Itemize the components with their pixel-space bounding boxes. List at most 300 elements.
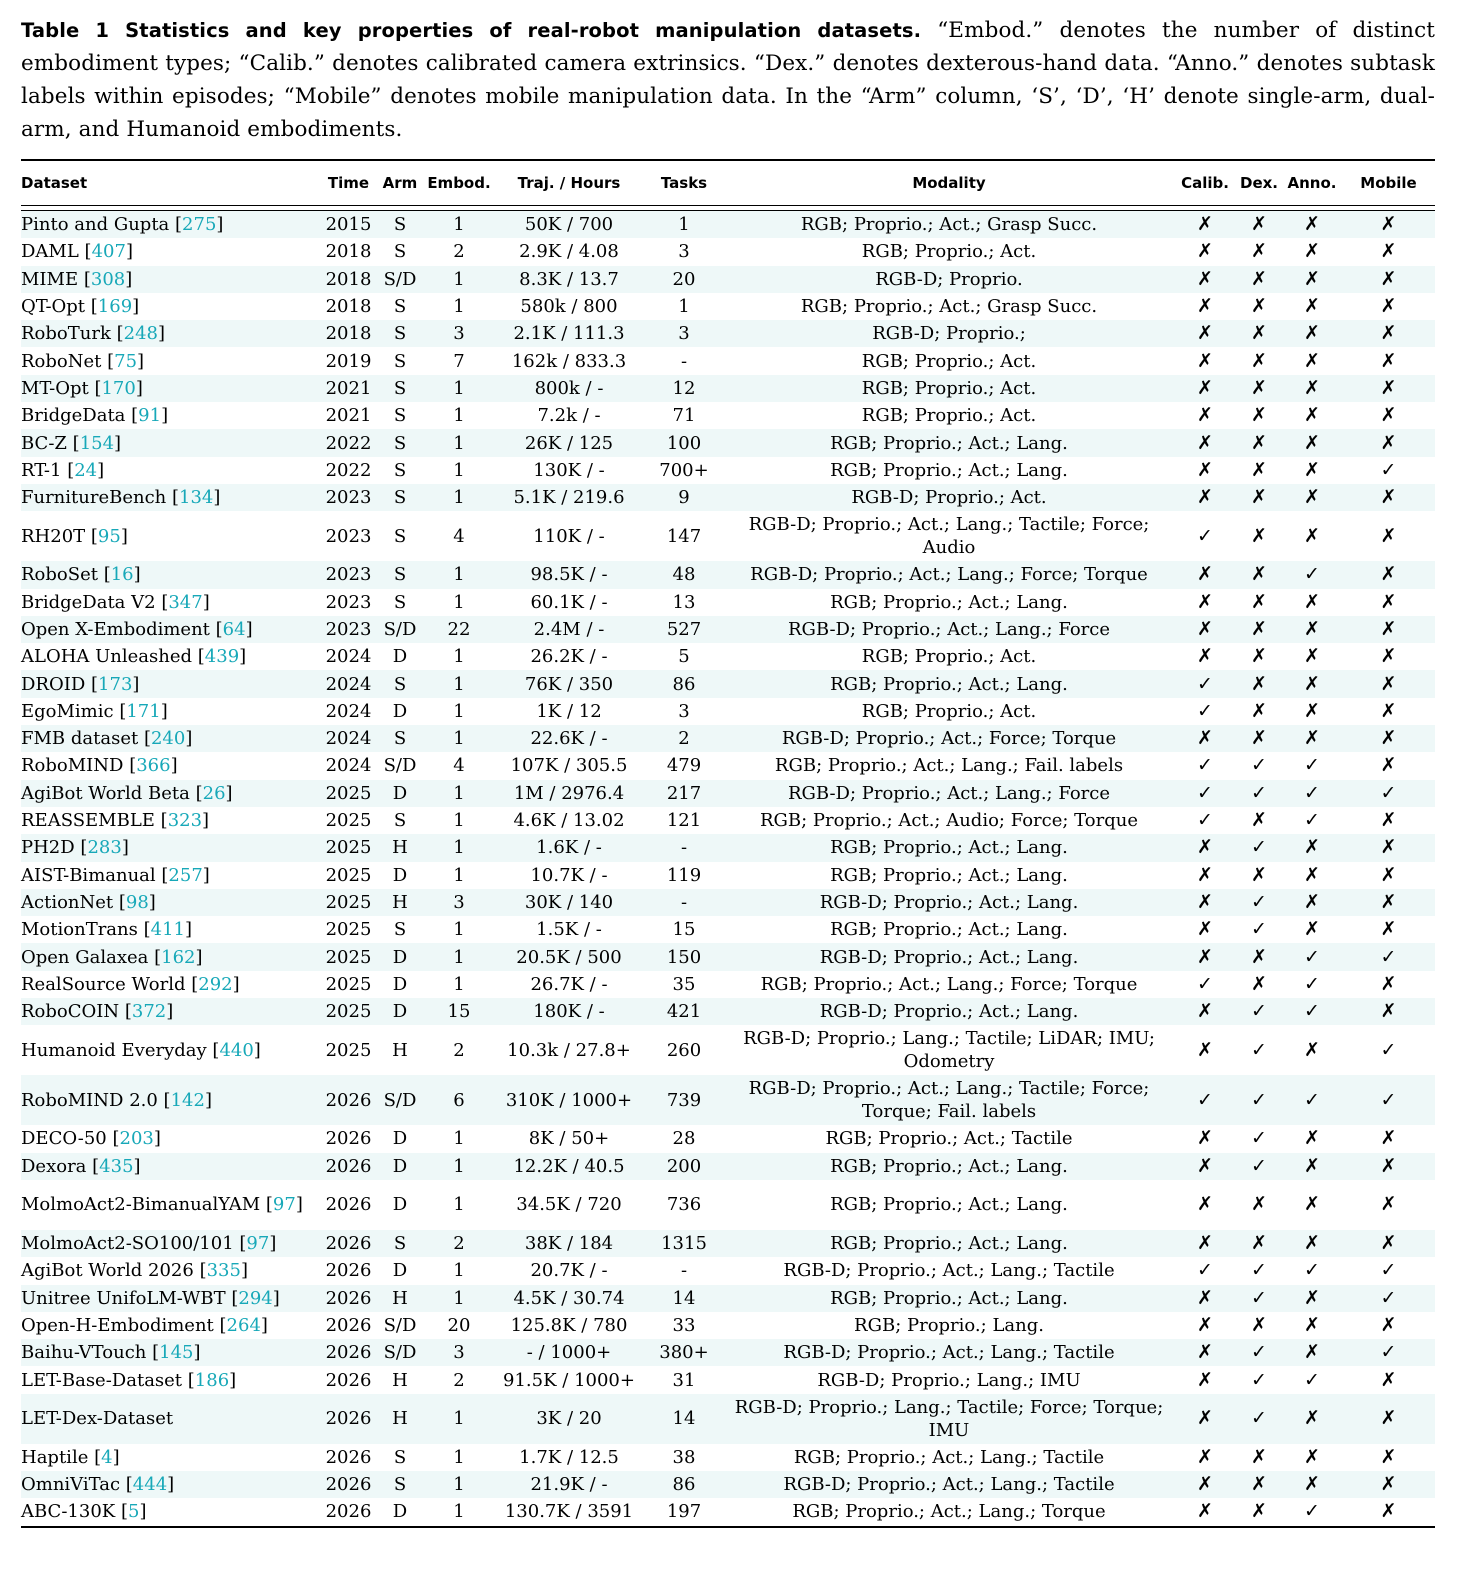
check-icon: ✓ [1197, 699, 1213, 722]
cell-dataset [21, 589, 321, 616]
cell-time: 2025 [325, 973, 372, 995]
header-arm: Arm [376, 160, 424, 206]
cell-tasks: 1 [644, 211, 724, 239]
dataset-name: RoboMIND 2.0 [21, 1089, 164, 1111]
dataset-name: Open Galaxea [21, 946, 155, 968]
citation-link[interactable]: 294 [238, 1287, 273, 1309]
cross-icon: ✗ [1174, 1339, 1236, 1366]
cell-traj: 26.2K / - [530, 646, 608, 668]
cell-embod: 1 [453, 919, 465, 941]
cross-icon: ✗ [1236, 1498, 1282, 1526]
cross-icon: ✗ [1282, 1394, 1342, 1444]
cross-icon: ✗ [1282, 1339, 1342, 1366]
cell-modality: RGB; Proprio.; Act.; Lang. [724, 670, 1174, 697]
citation-link[interactable]: 16 [110, 564, 134, 586]
cross-icon: ✗ [1342, 561, 1435, 588]
cell-arm: H [376, 834, 424, 861]
cell-modality: RGB-D; Proprio.; Lang.; Tactile; Force; Torque; IMU [724, 1394, 1174, 1444]
citation-link[interactable]: 366 [136, 755, 171, 777]
cell-tasks: 14 [644, 1285, 724, 1312]
header-time: Time [321, 160, 376, 206]
citation-bracket: [ [143, 919, 151, 941]
table-row [21, 1394, 1435, 1444]
citation-bracket: [ [72, 432, 80, 454]
table-row [21, 320, 1435, 347]
citation-link[interactable]: 440 [219, 1039, 254, 1061]
cell-dataset [21, 834, 321, 861]
dataset-name: OmniViTac [21, 1474, 126, 1496]
cell-modality: RGB-D; Proprio.; Act.; Lang. [724, 998, 1174, 1025]
cell-traj: 1.7K / 12.5 [519, 1446, 619, 1468]
cell-traj: 20.7K / - [530, 1260, 608, 1282]
cell-tasks: 33 [672, 1314, 696, 1336]
cell-modality: RGB-D; Proprio.; Act.; Lang.; Force [724, 780, 1174, 807]
citation-link[interactable]: 142 [170, 1089, 205, 1111]
table-row [21, 375, 1435, 402]
cell-modality: RGB; Proprio.; Act.; Lang.; Force; Torque [760, 973, 1138, 995]
cell-traj: 1.5K / - [536, 919, 602, 941]
check-icon: ✓ [1197, 809, 1213, 832]
cell-arm: S [393, 296, 407, 318]
cross-icon: ✗ [1236, 561, 1282, 588]
cell-embod: 1 [453, 864, 465, 886]
cell-traj: 20.5K / 500 [494, 943, 644, 970]
citation-link[interactable]: 439 [204, 646, 240, 668]
cell-embod: 1 [424, 1394, 494, 1444]
cell-dataset [21, 1285, 321, 1312]
citation-bracket: ] [112, 1446, 120, 1468]
cell-tasks: 479 [666, 755, 702, 777]
cell-dataset [21, 862, 321, 889]
citation-link[interactable]: 292 [198, 973, 233, 995]
cross-icon: ✗ [1282, 1471, 1342, 1498]
cross-icon: ✗ [1236, 375, 1282, 402]
cell-time: 2026 [325, 1260, 372, 1282]
table-row [21, 293, 1435, 320]
cross-icon: ✗ [1197, 1127, 1213, 1150]
citation-link[interactable]: 24 [74, 459, 98, 481]
cell-dataset [21, 1366, 321, 1393]
citation-link[interactable]: 170 [101, 377, 136, 399]
citation-link[interactable]: 173 [98, 673, 133, 695]
cross-icon: ✗ [1174, 998, 1236, 1025]
cell-tasks: 20 [644, 266, 724, 293]
cell-embod: 2 [453, 241, 465, 263]
citation-link[interactable]: 308 [90, 268, 126, 290]
cell-embod: 22 [424, 616, 494, 643]
check-icon: ✓ [1342, 780, 1435, 807]
cross-icon: ✗ [1342, 834, 1435, 861]
check-icon: ✓ [1251, 918, 1267, 941]
cell-arm: D [392, 646, 408, 668]
citation-bracket: [ [152, 1342, 160, 1364]
cell-arm: S [393, 810, 407, 832]
dataset-name: RT-1 [21, 459, 68, 481]
cell-time: 2024 [325, 700, 372, 722]
cell-traj: 8.3K / 13.7 [494, 266, 644, 293]
cell-arm: S [393, 405, 407, 427]
citation-link[interactable]: 407 [91, 241, 126, 263]
cross-icon: ✗ [1304, 1127, 1320, 1150]
cross-icon: ✗ [1282, 320, 1342, 347]
cross-icon: ✗ [1251, 1313, 1267, 1336]
cell-time: 2018 [321, 320, 376, 347]
dataset-name: FurnitureBench [21, 487, 172, 509]
citation-link[interactable]: 154 [79, 432, 115, 454]
citation-link[interactable]: 347 [168, 591, 203, 613]
check-icon: ✓ [1282, 1498, 1342, 1526]
citation-bracket: [ [163, 1089, 171, 1111]
citation-link[interactable]: 435 [99, 1155, 134, 1177]
cell-embod: 7 [453, 350, 465, 372]
cell-traj: 130K / - [533, 459, 605, 481]
cell-embod: 1 [424, 670, 494, 697]
cross-icon: ✗ [1342, 889, 1435, 916]
citation-bracket: ] [125, 268, 133, 290]
cell-embod: 1 [424, 943, 494, 970]
cross-icon: ✗ [1342, 320, 1435, 347]
dataset-name: RoboSet [21, 564, 104, 586]
citation-link[interactable]: 372 [131, 1001, 167, 1023]
citation-bracket: ] [120, 525, 128, 547]
cell-embod: 1 [453, 405, 465, 427]
check-icon: ✓ [1236, 1339, 1282, 1366]
cell-modality: RGB-D; Proprio.; Act.; Lang.; Force [724, 616, 1174, 643]
cell-time: 2022 [325, 459, 372, 481]
header-calib: Calib. [1174, 160, 1236, 206]
citation-link[interactable]: 323 [167, 810, 203, 832]
table-row [21, 725, 1435, 752]
citation-link[interactable]: 4 [101, 1446, 113, 1468]
cross-icon: ✗ [1174, 725, 1236, 752]
citation-bracket: ] [167, 1474, 175, 1496]
cell-embod: 1 [453, 810, 465, 832]
citation-bracket: ] [253, 1039, 261, 1061]
cell-traj: 5.1K / 219.6 [494, 484, 644, 511]
cross-icon: ✗ [1197, 645, 1213, 668]
cell-traj: 2.1K / 111.3 [494, 320, 644, 347]
cell-modality: RGB-D; Proprio.; Act.; Lang.; Force; Torque [724, 561, 1174, 588]
cell-tasks: 86 [644, 1471, 724, 1498]
cross-icon: ✗ [1174, 429, 1236, 456]
cell-arm: D [392, 973, 408, 995]
citation-link[interactable]: 257 [168, 864, 203, 886]
check-icon: ✓ [1251, 1038, 1267, 1061]
cell-traj: 98.5K / - [494, 561, 644, 588]
cell-modality: RGB-D; Proprio.; Act.; Lang.; Tactile; Force; Torque; Fail. labels [724, 1075, 1174, 1125]
cross-icon: ✗ [1380, 1368, 1397, 1391]
cross-icon: ✗ [1174, 484, 1236, 511]
dataset-name: MT-Opt [21, 377, 95, 399]
cross-icon: ✗ [1342, 1471, 1435, 1498]
cell-time: 2026 [321, 1285, 376, 1312]
cross-icon: ✗ [1236, 1230, 1282, 1257]
cross-icon: ✗ [1342, 211, 1435, 239]
citation-bracket: ] [132, 673, 140, 695]
table-row [21, 1230, 1435, 1257]
cell-arm: S [376, 484, 424, 511]
dataset-name: RoboTurk [21, 323, 117, 345]
citation-link[interactable]: 145 [159, 1342, 194, 1364]
cell-dataset [21, 752, 321, 779]
cell-modality: RGB-D; Proprio.; Act.; Lang.; Tactile; Force; Audio [748, 514, 1150, 559]
cell-tasks: 217 [644, 780, 724, 807]
cell-arm: H [392, 1039, 408, 1061]
cell-traj: 76K / 350 [494, 670, 644, 697]
cell-arm: H [376, 1285, 424, 1312]
cross-icon: ✗ [1304, 1038, 1320, 1061]
cell-time: 2026 [325, 1369, 372, 1391]
cell-time: 2026 [321, 1153, 376, 1180]
citation-link[interactable]: 283 [87, 837, 122, 859]
dataset-name: FMB dataset [21, 728, 144, 750]
cell-traj: 12.2K / 40.5 [494, 1153, 644, 1180]
dataset-name: AgiBot World Beta [21, 782, 196, 804]
citation-bracket: ] [225, 782, 233, 804]
cross-icon: ✗ [1174, 266, 1236, 293]
cell-embod: 1 [424, 1471, 494, 1498]
citation-bracket: ] [170, 755, 178, 777]
cell-time: 2025 [325, 864, 372, 886]
cross-icon: ✗ [1251, 645, 1267, 668]
check-icon: ✓ [1342, 1075, 1435, 1125]
dataset-name: AIST-Bimanual [21, 864, 162, 886]
cell-arm: H [376, 889, 424, 916]
citation-bracket: [ [160, 810, 168, 832]
cross-icon: ✗ [1380, 1445, 1397, 1468]
header-anno: Anno. [1282, 160, 1342, 206]
cell-embod: 3 [424, 320, 494, 347]
cell-dataset [21, 725, 321, 752]
cross-icon: ✗ [1251, 404, 1267, 427]
cell-arm: S [393, 1446, 407, 1468]
dataset-name: DAML [21, 241, 85, 263]
citation-bracket: ] [202, 864, 210, 886]
cell-time: 2024 [321, 670, 376, 697]
cross-icon: ✗ [1251, 863, 1267, 886]
cell-dataset [21, 643, 321, 670]
cell-traj: 4.5K / 30.74 [494, 1285, 644, 1312]
cell-tasks: 736 [666, 1194, 702, 1216]
cell-traj: 180K / - [494, 998, 644, 1025]
table-row [21, 1366, 1435, 1393]
cell-traj: 130.7K / 3591 [494, 1498, 644, 1526]
dataset-name: BridgeData V2 [21, 591, 162, 613]
dataset-name: DECO-50 [21, 1128, 113, 1150]
cross-icon: ✗ [1251, 1445, 1267, 1468]
table-caption-label: Table 1 Statistics and key properties of real-robot manipulation datasets. [21, 19, 922, 42]
citation-link[interactable]: 162 [161, 946, 196, 968]
citation-bracket: ] [195, 946, 203, 968]
citation-bracket: ] [202, 591, 210, 613]
table-row [21, 943, 1435, 970]
citation-link[interactable]: 134 [179, 487, 214, 509]
citation-link[interactable]: 97 [246, 1233, 270, 1255]
citation-link[interactable]: 248 [123, 323, 158, 345]
cell-arm: H [376, 1394, 424, 1444]
cell-dataset [21, 320, 321, 347]
cell-tasks: 38 [672, 1446, 696, 1468]
cell-tasks: 15 [672, 919, 696, 941]
cell-time: 2023 [321, 484, 376, 511]
cross-icon: ✗ [1380, 918, 1397, 941]
cross-icon: ✗ [1236, 725, 1282, 752]
cross-icon: ✗ [1174, 1498, 1236, 1526]
cross-icon: ✗ [1304, 645, 1320, 668]
cross-icon: ✗ [1282, 725, 1342, 752]
cell-time: 2018 [325, 296, 372, 318]
cell-arm: D [392, 1260, 408, 1282]
check-icon: ✓ [1380, 1259, 1397, 1282]
cell-tasks: 200 [644, 1153, 724, 1180]
dataset-name: LET-Base-Dataset [21, 1369, 188, 1391]
citation-link[interactable]: 5 [127, 1501, 140, 1523]
citation-bracket: ] [184, 919, 193, 941]
dataset-name: Pinto and Gupta [21, 214, 176, 236]
citation-bracket: ] [260, 1314, 268, 1336]
citation-link[interactable]: 26 [202, 782, 226, 804]
citation-bracket: ] [295, 1194, 303, 1216]
cross-icon: ✗ [1304, 458, 1320, 481]
cell-arm: D [376, 780, 424, 807]
table-row [21, 511, 1435, 561]
citation-link[interactable]: 169 [97, 296, 133, 318]
cell-time: 2026 [321, 1339, 376, 1366]
cell-time: 2026 [321, 1075, 376, 1125]
cell-time: 2015 [321, 211, 376, 239]
cell-tasks: 31 [672, 1369, 696, 1391]
cross-icon: ✗ [1380, 754, 1397, 777]
check-icon: ✓ [1380, 458, 1397, 481]
table-row [21, 238, 1435, 265]
cell-embod: 1 [453, 1128, 465, 1150]
cell-embod: 20 [447, 1314, 471, 1336]
citation-link[interactable]: 335 [206, 1260, 241, 1282]
table-row [21, 457, 1435, 484]
citation-bracket: ] [240, 1260, 248, 1282]
cross-icon: ✗ [1197, 1193, 1213, 1216]
cell-tasks: 150 [644, 943, 724, 970]
cross-icon: ✗ [1197, 349, 1213, 372]
cell-tasks: 1315 [644, 1230, 724, 1257]
cell-traj: 10.3k / 27.8+ [507, 1039, 631, 1061]
cell-time: 2025 [321, 943, 376, 970]
cross-icon: ✗ [1236, 429, 1282, 456]
cell-dataset [21, 1394, 321, 1444]
cross-icon: ✗ [1197, 918, 1213, 941]
cell-time: 2025 [321, 834, 376, 861]
cell-dataset [21, 1471, 321, 1498]
cross-icon: ✗ [1251, 699, 1267, 722]
citation-bracket: ] [161, 405, 169, 427]
cell-dataset [21, 889, 321, 916]
citation-bracket: [ [161, 591, 169, 613]
cell-modality: RGB-D; Proprio.; Act.; Lang.; Tactile [724, 1471, 1174, 1498]
cell-arm: S/D [376, 1339, 424, 1366]
citation-link[interactable]: 171 [126, 700, 161, 722]
cell-modality: RGB; Proprio.; Act. [861, 646, 1037, 668]
citation-link[interactable]: 75 [114, 350, 138, 372]
cell-modality: RGB; Proprio.; Act. [861, 700, 1037, 722]
cell-tasks: 14 [644, 1394, 724, 1444]
cell-tasks: 5 [678, 646, 690, 668]
table-row [21, 1153, 1435, 1180]
check-icon: ✓ [1236, 1285, 1282, 1312]
citation-bracket: ] [121, 837, 129, 859]
cell-tasks: 35 [672, 973, 696, 995]
check-icon: ✓ [1304, 1368, 1320, 1391]
dataset-name: RoboCOIN [21, 1001, 125, 1023]
cell-modality: RGB; Proprio.; Act.; Lang. [830, 1194, 1068, 1216]
citation-bracket: [ [131, 405, 139, 427]
cell-tasks: 121 [666, 810, 702, 832]
cell-tasks: 197 [644, 1498, 724, 1526]
cross-icon: ✗ [1197, 1313, 1213, 1336]
citation-link[interactable]: 64 [222, 619, 246, 640]
dataset-name: MolmoAct2-BimanualYAM [21, 1194, 266, 1216]
cell-time: 2025 [321, 889, 376, 916]
cross-icon: ✗ [1380, 809, 1397, 832]
cell-embod: 4 [453, 525, 465, 547]
citation-link[interactable]: 186 [194, 1369, 230, 1391]
dataset-name: BridgeData [21, 405, 132, 427]
cross-icon: ✗ [1282, 1230, 1342, 1257]
header-tasks: Tasks [644, 160, 724, 206]
cell-time: 2019 [325, 350, 372, 372]
cross-icon: ✗ [1197, 240, 1213, 263]
cell-tasks: - [680, 1260, 688, 1282]
citation-link[interactable]: 444 [132, 1474, 168, 1496]
citation-link[interactable]: 97 [272, 1194, 296, 1216]
cell-arm: S/D [383, 755, 417, 777]
cross-icon: ✗ [1342, 484, 1435, 511]
citation-link[interactable]: 98 [125, 891, 149, 913]
cell-arm: S [393, 919, 407, 941]
cell-tasks: 100 [644, 429, 724, 456]
cell-traj: 60.1K / - [530, 591, 608, 613]
citation-link[interactable]: 95 [97, 525, 121, 547]
cell-modality: RGB; Proprio.; Act.; Tactile [825, 1128, 1073, 1150]
cell-time: 2026 [325, 1446, 372, 1468]
cross-icon: ✗ [1251, 1193, 1267, 1216]
citation-link[interactable]: 411 [150, 919, 185, 941]
cross-icon: ✗ [1380, 1313, 1397, 1336]
dataset-name: MotionTrans [21, 919, 144, 941]
cell-embod: 1 [424, 725, 494, 752]
cross-icon: ✗ [1342, 616, 1435, 643]
table-row [21, 1444, 1435, 1471]
check-icon: ✓ [1197, 524, 1213, 547]
cross-icon: ✗ [1380, 295, 1397, 318]
cross-icon: ✗ [1197, 1038, 1213, 1061]
cross-icon: ✗ [1380, 699, 1397, 722]
citation-link[interactable]: 91 [138, 405, 162, 427]
cross-icon: ✗ [1251, 295, 1267, 318]
cell-dataset [21, 511, 321, 561]
citation-bracket: [ [94, 1446, 102, 1468]
citation-link[interactable]: 275 [182, 214, 217, 236]
citation-link[interactable]: 240 [150, 728, 186, 750]
cell-dataset [21, 1180, 321, 1230]
citation-link[interactable]: 203 [119, 1128, 154, 1150]
header-modality: Modality [724, 160, 1174, 206]
cross-icon: ✗ [1342, 1230, 1435, 1257]
cell-embod: 1 [453, 973, 465, 995]
cell-dataset [21, 1312, 321, 1339]
cell-traj: 3K / 20 [494, 1394, 644, 1444]
cell-traj: 50K / 700 [494, 211, 644, 239]
citation-link[interactable]: 264 [226, 1314, 261, 1336]
